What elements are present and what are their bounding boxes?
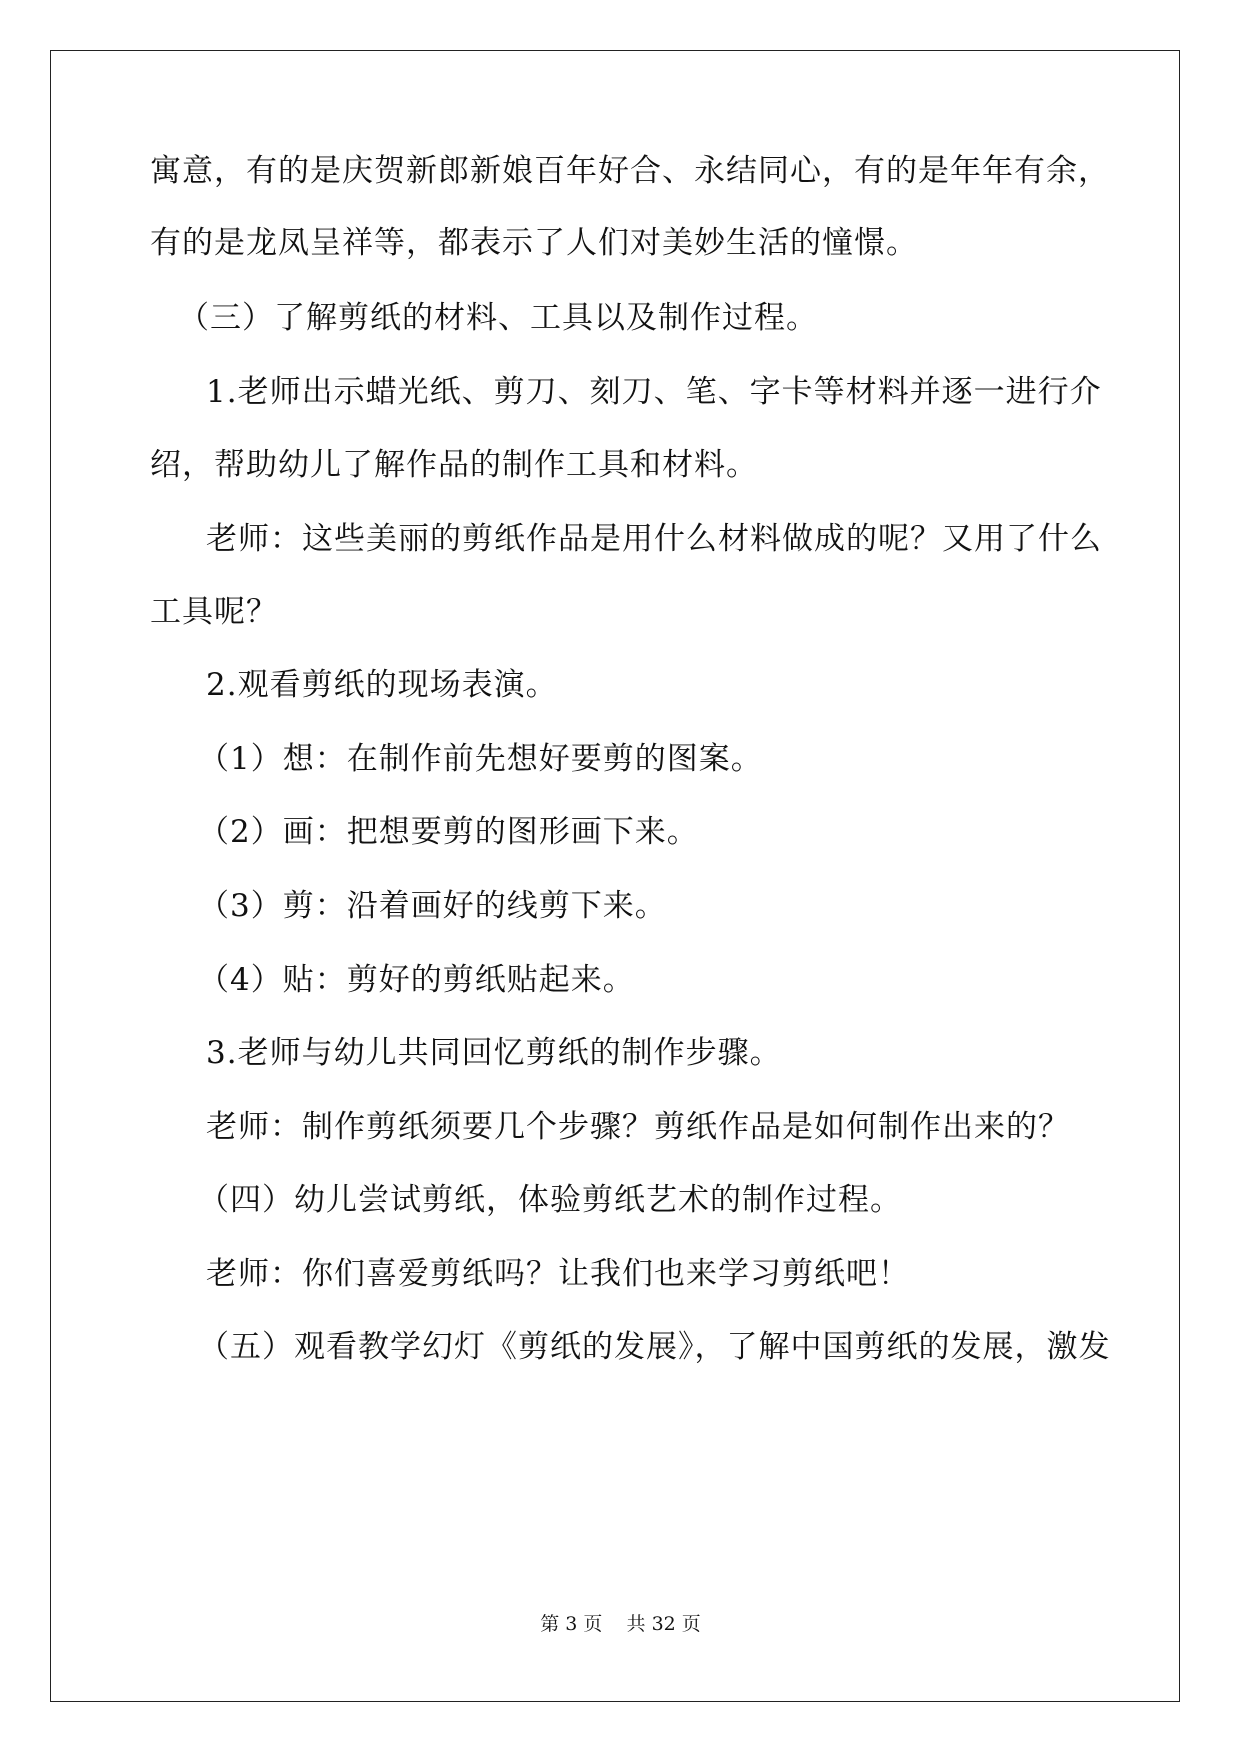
text-line: 1.老师出示蜡光纸、剪刀、刻刀、笔、字卡等材料并逐一进行介 [206,374,1102,410]
text-line: 老师：制作剪纸须要几个步骤？剪纸作品是如何制作出来的？ [206,1109,1070,1145]
text-line: （1）想：在制作前先想好要剪的图案。 [198,741,763,777]
page-number: 第 3 页 [540,1613,603,1635]
page-total: 共 32 页 [626,1613,701,1635]
text-line: 有的是龙凤呈祥等，都表示了人们对美妙生活的憧憬。 [150,225,918,261]
text-line: 老师：你们喜爱剪纸吗？让我们也来学习剪纸吧！ [206,1256,910,1292]
text-line: 寓意，有的是庆贺新郎新娘百年好合、永结同心，有的是年年有余， [150,153,1110,189]
text-line: 老师：这些美丽的剪纸作品是用什么材料做成的呢？又用了什么 [206,521,1102,557]
text-line: 3.老师与幼儿共同回忆剪纸的制作步骤。 [206,1035,782,1071]
text-line: （五）观看教学幻灯《剪纸的发展》，了解中国剪纸的发展，激发 [198,1329,1111,1365]
text-line: （三）了解剪纸的材料、工具以及制作过程。 [178,300,818,336]
text-line: （2）画：把想要剪的图形画下来。 [198,814,699,850]
text-line: 2.观看剪纸的现场表演。 [206,667,558,703]
text-line: （3）剪：沿着画好的线剪下来。 [198,888,667,924]
page-footer [0,1612,1241,1636]
text-line: （4）贴：剪好的剪纸贴起来。 [198,962,635,998]
text-line: 绍，帮助幼儿了解作品的制作工具和材料。 [150,447,758,483]
text-line: 工具呢？ [150,594,278,630]
text-line: （四）幼儿尝试剪纸，体验剪纸艺术的制作过程。 [198,1182,902,1218]
